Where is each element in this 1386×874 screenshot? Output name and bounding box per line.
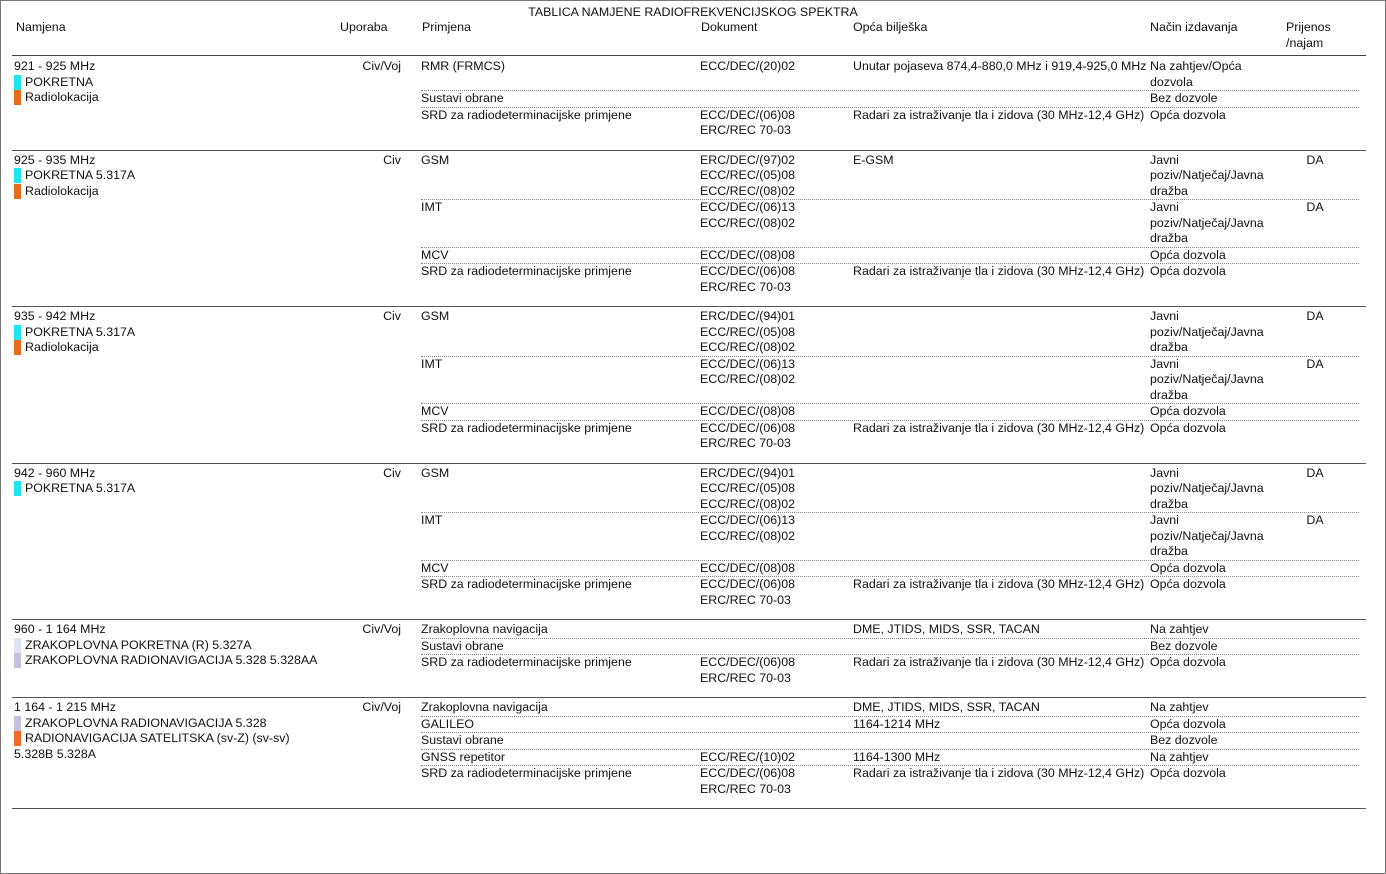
general-note: 1164-1214 MHz xyxy=(853,716,941,731)
application-name: GSM xyxy=(421,309,450,323)
document-ref: ECC/REC/(05)08 xyxy=(700,168,796,182)
transfer-lease: DA xyxy=(1306,465,1324,480)
application-row xyxy=(421,59,1359,91)
transfer-lease xyxy=(1275,561,1345,577)
transfer-lease xyxy=(1275,264,1345,295)
application-row xyxy=(421,655,1359,686)
document-ref: ECC/REC/(05)08 xyxy=(700,481,796,495)
transfer-lease xyxy=(1275,577,1345,608)
general-note xyxy=(853,561,1150,577)
document-list xyxy=(700,200,853,247)
service-item xyxy=(14,340,359,356)
document-list xyxy=(700,655,853,686)
application-name: Sustavi obrane xyxy=(421,638,504,653)
issuance-method: Opća dozvola xyxy=(1150,107,1226,122)
application-name: IMT xyxy=(421,356,443,371)
document-ref: ECC/DEC/(06)13 xyxy=(700,200,796,214)
application-row xyxy=(421,357,1359,405)
issuance-method: Na zahtjev xyxy=(1150,622,1209,636)
general-note: DME, JTIDS, MIDS, SSR, TACAN xyxy=(853,622,1040,636)
service-item xyxy=(14,638,359,654)
band-block xyxy=(12,57,1366,151)
band-usage: Civ/Voj xyxy=(362,59,401,73)
application-rows xyxy=(421,309,1359,452)
document-ref: ECC/DEC/(06)08 xyxy=(700,655,796,669)
application-name: GNSS repetitor xyxy=(421,749,506,764)
service-item xyxy=(14,716,359,732)
application-rows xyxy=(421,622,1359,686)
service-label: ZRAKOPLOVNA RADIONAVIGACIJA 5.328 xyxy=(25,715,267,730)
document-list xyxy=(700,59,853,90)
band-allocation xyxy=(12,153,359,296)
application-name: SRD za radiodeterminacijske primjene xyxy=(421,655,632,669)
application-row xyxy=(421,248,1359,265)
issuance-method: Na zahtjev/Opća dozvola xyxy=(1150,59,1242,89)
document-ref: ERC/DEC/(94)01 xyxy=(700,309,796,323)
allocation-table xyxy=(0,57,1386,809)
document-list xyxy=(700,466,853,513)
application-rows xyxy=(421,700,1359,797)
document-list xyxy=(700,309,853,356)
issuance-method: Opća dozvola xyxy=(1150,264,1226,278)
band-range: 1 164 - 1 215 MHz xyxy=(14,700,116,714)
band-range: 942 - 960 MHz xyxy=(14,465,96,480)
application-row xyxy=(421,421,1359,452)
document-ref: ECC/REC/(08)02 xyxy=(700,528,796,543)
document-ref: ECC/DEC/(06)13 xyxy=(700,356,796,371)
service-label: POKRETNA 5.317A xyxy=(25,481,136,495)
service-item xyxy=(14,184,359,200)
document-list xyxy=(700,421,853,452)
document-ref: ECC/DEC/(20)02 xyxy=(700,59,796,73)
service-label: POKRETNA 5.317A xyxy=(25,324,136,339)
document-list xyxy=(700,766,853,797)
transfer-lease xyxy=(1275,639,1345,655)
application-name: Zrakoplovna navigacija xyxy=(421,622,548,636)
header-dokument: Dokument xyxy=(701,20,758,34)
service-item xyxy=(14,168,359,184)
application-row xyxy=(421,153,1359,201)
transfer-lease: DA xyxy=(1306,200,1324,214)
general-note xyxy=(853,404,1150,420)
header-uporaba: Uporaba xyxy=(340,20,388,34)
application-row xyxy=(421,717,1359,734)
issuance-method: Bez dozvole xyxy=(1150,91,1218,105)
application-row xyxy=(421,622,1359,639)
application-row xyxy=(421,200,1359,248)
band-range: 921 - 925 MHz xyxy=(14,59,96,73)
transfer-lease xyxy=(1275,248,1345,264)
service-color-swatch xyxy=(14,653,21,668)
band-block xyxy=(12,151,1366,308)
application-rows xyxy=(421,59,1359,139)
general-note xyxy=(853,357,1150,404)
band-range: 935 - 942 MHz xyxy=(14,309,96,323)
document-ref: ECC/DEC/(06)08 xyxy=(700,766,796,780)
application-row xyxy=(421,404,1359,421)
band-block xyxy=(12,307,1366,464)
document-ref: ECC/REC/(10)02 xyxy=(700,749,796,764)
transfer-lease xyxy=(1275,766,1345,797)
general-note: Radari za istraživanje tla i zidova (30 MHz-12,4 GHz) xyxy=(853,577,1145,591)
document-list xyxy=(700,733,853,749)
document-ref: ECC/DEC/(08)08 xyxy=(700,247,796,262)
application-name: MCV xyxy=(421,560,449,575)
service-label: ZRAKOPLOVNA RADIONAVIGACIJA 5.328 5.328AA xyxy=(25,653,318,667)
general-note: Radari za istraživanje tla i zidova (30 MHz-12,4 GHz) xyxy=(853,107,1145,122)
general-note: 1164-1300 MHz xyxy=(853,749,941,764)
general-note xyxy=(853,200,1150,247)
transfer-lease xyxy=(1275,750,1345,766)
service-label: POKRETNA xyxy=(25,74,94,89)
application-name: MCV xyxy=(421,247,449,262)
document-list xyxy=(700,513,853,560)
document-list xyxy=(700,750,853,766)
document-ref: ERC/REC 70-03 xyxy=(700,781,791,796)
transfer-lease: DA xyxy=(1306,513,1324,527)
transfer-lease xyxy=(1275,717,1345,733)
application-row xyxy=(421,466,1359,514)
header-divider xyxy=(12,55,1366,56)
document-ref: ERC/REC 70-03 xyxy=(700,436,791,450)
service-item xyxy=(14,325,359,341)
application-row xyxy=(421,750,1359,767)
document-list xyxy=(700,91,853,107)
document-list xyxy=(700,153,853,200)
issuance-method: Na zahtjev xyxy=(1150,700,1209,714)
transfer-lease xyxy=(1275,622,1345,638)
band-usage: Civ/Voj xyxy=(362,700,401,714)
application-row xyxy=(421,700,1359,717)
general-note: Unutar pojaseva 874,4-880,0 MHz i 919,4-925,0 MHz xyxy=(853,59,1147,73)
document-list xyxy=(700,561,853,577)
document-ref: ECC/REC/(08)02 xyxy=(700,340,796,354)
service-item xyxy=(14,653,359,669)
application-row xyxy=(421,513,1359,561)
band-usage: Civ xyxy=(383,309,401,323)
band-usage: Civ/Voj xyxy=(362,622,401,636)
application-name: GSM xyxy=(421,152,450,167)
service-color-swatch xyxy=(14,716,21,731)
band-block xyxy=(12,698,1366,809)
general-note xyxy=(853,513,1150,560)
service-color-swatch xyxy=(14,168,21,183)
document-list xyxy=(700,639,853,655)
general-note: E-GSM xyxy=(853,152,894,167)
general-note: Radari za istraživanje tla i zidova (30 MHz-12,4 GHz) xyxy=(853,655,1145,669)
application-name: IMT xyxy=(421,200,443,214)
service-label: Radiolokacija xyxy=(25,90,99,104)
general-note xyxy=(853,91,1150,107)
application-rows xyxy=(421,153,1359,296)
application-row xyxy=(421,309,1359,357)
document-ref: ECC/DEC/(06)08 xyxy=(700,264,796,278)
issuance-method: Javni poziv/Natječaj/Javna dražba xyxy=(1150,309,1264,354)
header-nacin: Način izdavanja xyxy=(1150,20,1238,34)
band-range: 925 - 935 MHz xyxy=(14,152,96,167)
document-ref: ECC/DEC/(06)13 xyxy=(700,513,796,527)
application-name: SRD za radiodeterminacijske primjene xyxy=(421,766,632,780)
issuance-method: Opća dozvola xyxy=(1150,577,1226,591)
document-ref: ECC/DEC/(06)08 xyxy=(700,420,796,435)
service-label: Radiolokacija xyxy=(25,340,99,354)
service-item xyxy=(14,481,359,497)
general-note: DME, JTIDS, MIDS, SSR, TACAN xyxy=(853,700,1040,714)
application-name: RMR (FRMCS) xyxy=(421,59,505,73)
document-list xyxy=(700,622,853,638)
document-list xyxy=(700,717,853,733)
issuance-method: Javni poziv/Natječaj/Javna dražba xyxy=(1150,513,1264,558)
service-color-swatch xyxy=(14,75,21,90)
application-row xyxy=(421,108,1359,139)
transfer-lease xyxy=(1275,733,1345,749)
band-allocation xyxy=(12,59,359,139)
service-color-swatch xyxy=(14,184,21,199)
band-range: 960 - 1 164 MHz xyxy=(14,622,106,636)
service-color-swatch xyxy=(14,340,21,355)
table-title: TABLICA NAMJENE RADIOFREKVENCIJSKOG SPEKTRA xyxy=(528,5,858,19)
transfer-lease xyxy=(1275,700,1345,716)
issuance-method: Opća dozvola xyxy=(1150,404,1226,418)
application-rows xyxy=(421,466,1359,609)
header-primjena: Primjena xyxy=(422,20,471,34)
transfer-lease xyxy=(1275,108,1345,139)
application-row xyxy=(421,639,1359,656)
issuance-method: Javni poziv/Natječaj/Javna dražba xyxy=(1150,152,1264,198)
transfer-lease: DA xyxy=(1306,152,1324,167)
application-name: SRD za radiodeterminacijske primjene xyxy=(421,420,632,435)
document-list xyxy=(700,108,853,139)
band-allocation xyxy=(12,700,359,797)
header-namjena: Namjena xyxy=(16,20,66,34)
application-name: GSM xyxy=(421,465,450,480)
document-ref: ECC/DEC/(06)08 xyxy=(700,577,796,591)
transfer-lease xyxy=(1275,404,1345,420)
band-block xyxy=(12,620,1366,698)
application-name: SRD za radiodeterminacijske primjene xyxy=(421,577,632,591)
service-label: Radiolokacija xyxy=(25,183,99,198)
issuance-method: Opća dozvola xyxy=(1150,716,1226,731)
application-name: IMT xyxy=(421,513,443,527)
band-allocation xyxy=(12,309,359,452)
service-item xyxy=(14,75,359,91)
document-ref: ERC/REC 70-03 xyxy=(700,123,791,137)
issuance-method: Opća dozvola xyxy=(1150,247,1226,262)
service-color-swatch xyxy=(14,325,21,340)
band-allocation xyxy=(12,466,359,609)
document-list xyxy=(700,404,853,420)
document-ref: ECC/DEC/(06)08 xyxy=(700,107,796,122)
issuance-method: Na zahtjev xyxy=(1150,749,1209,764)
general-note: Radari za istraživanje tla i zidova (30 MHz-12,4 GHz) xyxy=(853,420,1145,435)
document-list xyxy=(700,264,853,295)
document-ref: ECC/DEC/(08)08 xyxy=(700,560,796,575)
band-allocation xyxy=(12,622,359,686)
transfer-lease: DA xyxy=(1306,309,1324,323)
band-usage: Civ xyxy=(383,152,401,167)
general-note xyxy=(853,248,1150,264)
transfer-lease xyxy=(1275,91,1345,107)
document-list xyxy=(700,577,853,608)
general-note xyxy=(853,733,1150,749)
general-note xyxy=(853,466,1150,513)
service-item xyxy=(14,90,359,106)
service-label: ZRAKOPLOVNA POKRETNA (R) 5.327A xyxy=(25,637,252,652)
service-item xyxy=(14,731,359,747)
issuance-method: Opća dozvola xyxy=(1150,655,1226,669)
document-ref: ERC/REC 70-03 xyxy=(700,670,791,685)
document-ref: ECC/REC/(08)02 xyxy=(700,183,796,198)
document-list xyxy=(700,700,853,716)
issuance-method: Javni poziv/Natječaj/Javna dražba xyxy=(1150,200,1264,245)
issuance-method: Javni poziv/Natječaj/Javna dražba xyxy=(1150,465,1264,511)
issuance-method: Opća dozvola xyxy=(1150,420,1226,435)
general-note xyxy=(853,309,1150,356)
document-ref: ECC/REC/(05)08 xyxy=(700,324,796,339)
transfer-lease xyxy=(1275,59,1345,90)
transfer-lease xyxy=(1275,421,1345,452)
application-name: GALILEO xyxy=(421,716,475,731)
document-list xyxy=(700,248,853,264)
application-name: Sustavi obrane xyxy=(421,91,504,105)
application-row xyxy=(421,766,1359,797)
issuance-method: Javni poziv/Natječaj/Javna dražba xyxy=(1150,356,1264,402)
application-name: SRD za radiodeterminacijske primjene xyxy=(421,264,632,278)
general-note xyxy=(853,639,1150,655)
application-name: Zrakoplovna navigacija xyxy=(421,700,548,714)
header-prijenos: Prijenos /najam xyxy=(1286,20,1331,50)
service-color-swatch xyxy=(14,90,21,105)
band-footnote: 5.328B 5.328A xyxy=(14,746,96,761)
document-ref: ECC/REC/(08)02 xyxy=(700,372,796,386)
document-list xyxy=(700,357,853,404)
document-ref: ERC/REC 70-03 xyxy=(700,279,791,294)
service-label: POKRETNA 5.317A xyxy=(25,168,136,182)
application-name: MCV xyxy=(421,404,449,418)
issuance-method: Bez dozvole xyxy=(1150,733,1218,747)
document-ref: ERC/REC 70-03 xyxy=(700,592,791,607)
document-ref: ERC/DEC/(97)02 xyxy=(700,152,796,167)
transfer-lease xyxy=(1275,655,1345,686)
service-label: RADIONAVIGACIJA SATELITSKA (sv-Z) (sv-sv) xyxy=(25,731,290,745)
application-name: Sustavi obrane xyxy=(421,733,504,747)
transfer-lease: DA xyxy=(1306,356,1324,371)
band-usage: Civ xyxy=(383,465,401,480)
application-name: SRD za radiodeterminacijske primjene xyxy=(421,107,632,122)
issuance-method: Opća dozvola xyxy=(1150,766,1226,780)
general-note: Radari za istraživanje tla i zidova (30 MHz-12,4 GHz) xyxy=(853,264,1145,278)
application-row xyxy=(421,561,1359,578)
issuance-method: Opća dozvola xyxy=(1150,560,1226,575)
service-color-swatch xyxy=(14,638,21,653)
service-color-swatch xyxy=(14,731,21,746)
service-color-swatch xyxy=(14,481,21,496)
general-note: Radari za istraživanje tla i zidova (30 MHz-12,4 GHz) xyxy=(853,766,1145,780)
issuance-method: Bez dozvole xyxy=(1150,638,1218,653)
application-row xyxy=(421,91,1359,108)
document-ref: ERC/DEC/(94)01 xyxy=(700,465,796,480)
document-ref: ECC/REC/(08)02 xyxy=(700,496,796,511)
band-block xyxy=(12,464,1366,621)
application-row xyxy=(421,264,1359,295)
application-row xyxy=(421,577,1359,608)
application-row xyxy=(421,733,1359,750)
header-biljeska: Opća bilješka xyxy=(853,20,928,34)
document-ref: ECC/REC/(08)02 xyxy=(700,215,796,230)
document-ref: ECC/DEC/(08)08 xyxy=(700,404,796,418)
